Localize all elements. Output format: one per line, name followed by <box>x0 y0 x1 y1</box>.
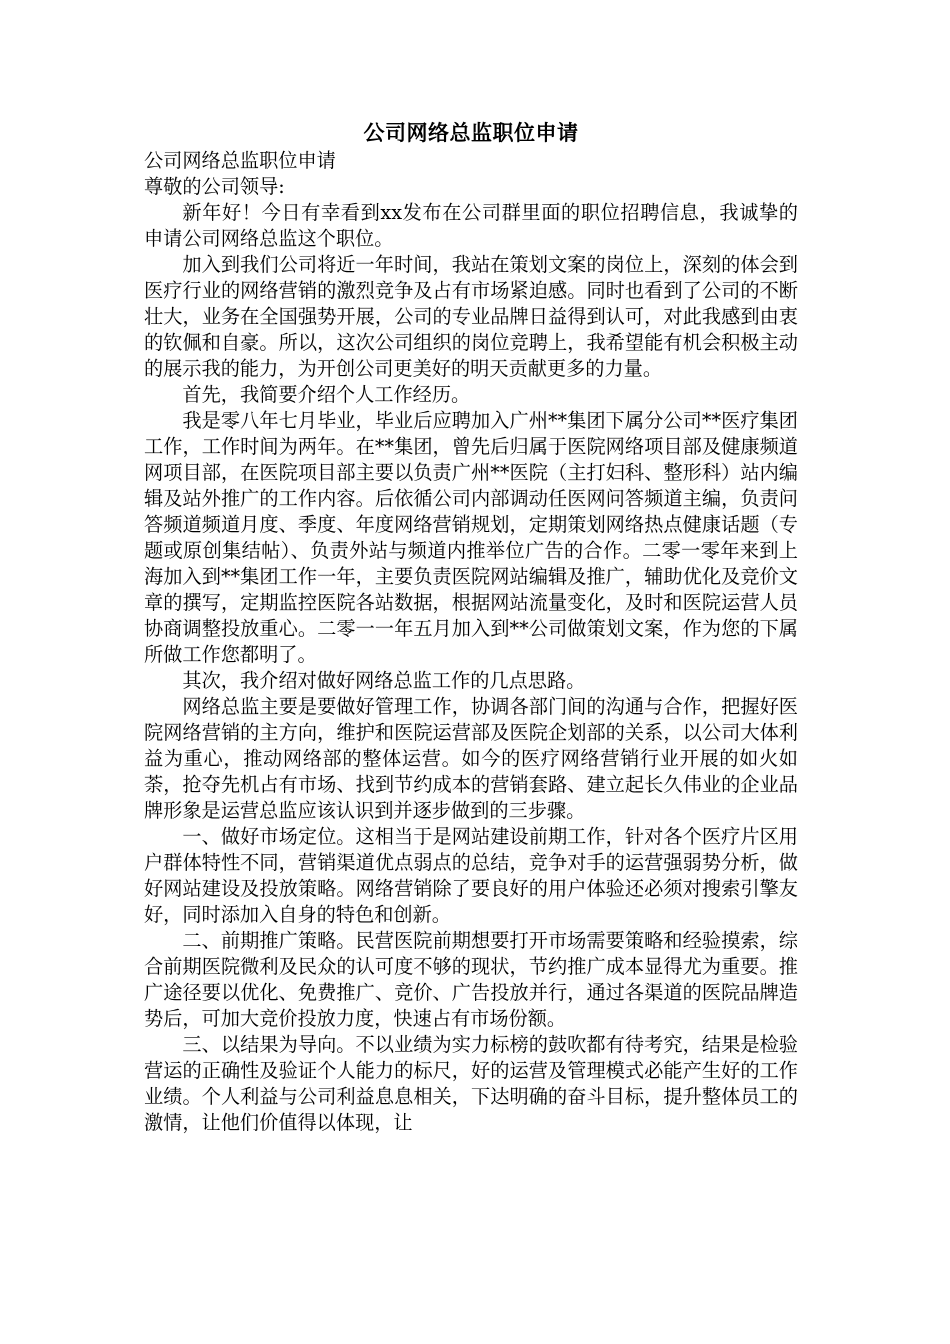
document-title: 公司网络总监职位申请 <box>363 120 579 145</box>
paragraph-motivation: 加入到我们公司将近一年时间，我站在策划文案的岗位上，深刻的体会到医疗行业的网络营销的激烈竞争及占有市场紧迫感。同时也看到了公司的不断壮大，业务在全国强势开展，公司的专业品牌日益得到认可，对此我感到由衷的钦佩和自豪。所以，这次公司组织的岗位竞聘上，我希望能有机会积极主动的展示我的能力，为开创公司更美好的明天贡献更多的力量。 <box>144 253 798 380</box>
paragraph-intro-experience: 首先，我简要介绍个人工作经历。 <box>182 383 471 406</box>
paragraph-point-three: 三、以结果为导向。不以业绩为实力标榜的鼓吹都有待考究，结果是检验营运的正确性及验证个人能力的标尺，好的运营及管理模式必能产生好的工作业绩。个人利益与公司利益息息相关，下达明确的奋斗目标，提升整体员工的激情，让他们价值得以体现，让 <box>144 1033 798 1134</box>
paragraph-experience: 我是零八年七月毕业，毕业后应聘加入广州**集团下属分公司**医疗集团工作，工作时间为两年。在**集团，曾先后归属于医院网络项目部及健康频道网项目部，在医院项目部主要以负责广州**医院（主打妇科、整形科）站内编辑及站外推广的工作内容。后依循公司内部调动任医网问答频道主编，负责问答频道频道月度、季度、年度网络营销规划，定期策划网络热点健康话题（专题或原创集结帖）、负责外站与频道内推举位广告的合作。二零一零年来到上海加入到**集团工作一年，主要负责医院网站编辑及推广，辅助优化及竞价文章的撰写，定期监控医院各站数据，根据网站流量变化，及时和医院运营人员协商调整投放重心。二零一一年五月加入到**公司做策划文案，作为您的下属所做工作您都明了。 <box>144 409 798 666</box>
document-page <box>144 118 798 1136</box>
paragraph-point-one: 一、做好市场定位。这相当于是网站建设前期工作，针对各个医疗片区用户群体特性不同，营销渠道优点弱点的总结，竞争对手的运营强弱势分析，做好网站建设及投放策略。网络营销除了要良好的用户体验还必须对搜索引擎友好，同时添加入自身的特色和创新。 <box>144 825 798 926</box>
paragraph-point-two: 二、前期推广策略。民营医院前期想要打开市场需要策略和经验摸索，综合前期医院微利及民众的认可度不够的现状，节约推广成本显得尤为重要。推广途径要以优化、免费推广、竞价、广告投放并行，通过各渠道的医院品牌造势后，可加大竞价投放力度，快速占有市场份额。 <box>144 929 798 1030</box>
paragraph-greeting: 新年好！今日有幸看到xx发布在公司群里面的职位招聘信息，我诚挚的申请公司网络总监这个职位。 <box>144 201 798 250</box>
document-subtitle: 公司网络总监职位申请 <box>144 149 336 172</box>
salutation: 尊敬的公司领导: <box>144 175 285 198</box>
paragraph-role-overview: 网络总监主要是要做好管理工作，协调各部门间的沟通与合作，把握好医院网络营销的主方向，维护和医院运营部及医院企划部的关系，以公司大体利益为重心，推动网络部的整体运营。如今的医疗网络营销行业开展的如火如荼，抢夺先机占有市场、找到节约成本的营销套路、建立起长久伟业的企业品牌形象是运营总监应该认识到并逐步做到的三步骤。 <box>144 695 798 822</box>
paragraph-intro-ideas: 其次，我介绍对做好网络总监工作的几点思路。 <box>182 669 586 692</box>
